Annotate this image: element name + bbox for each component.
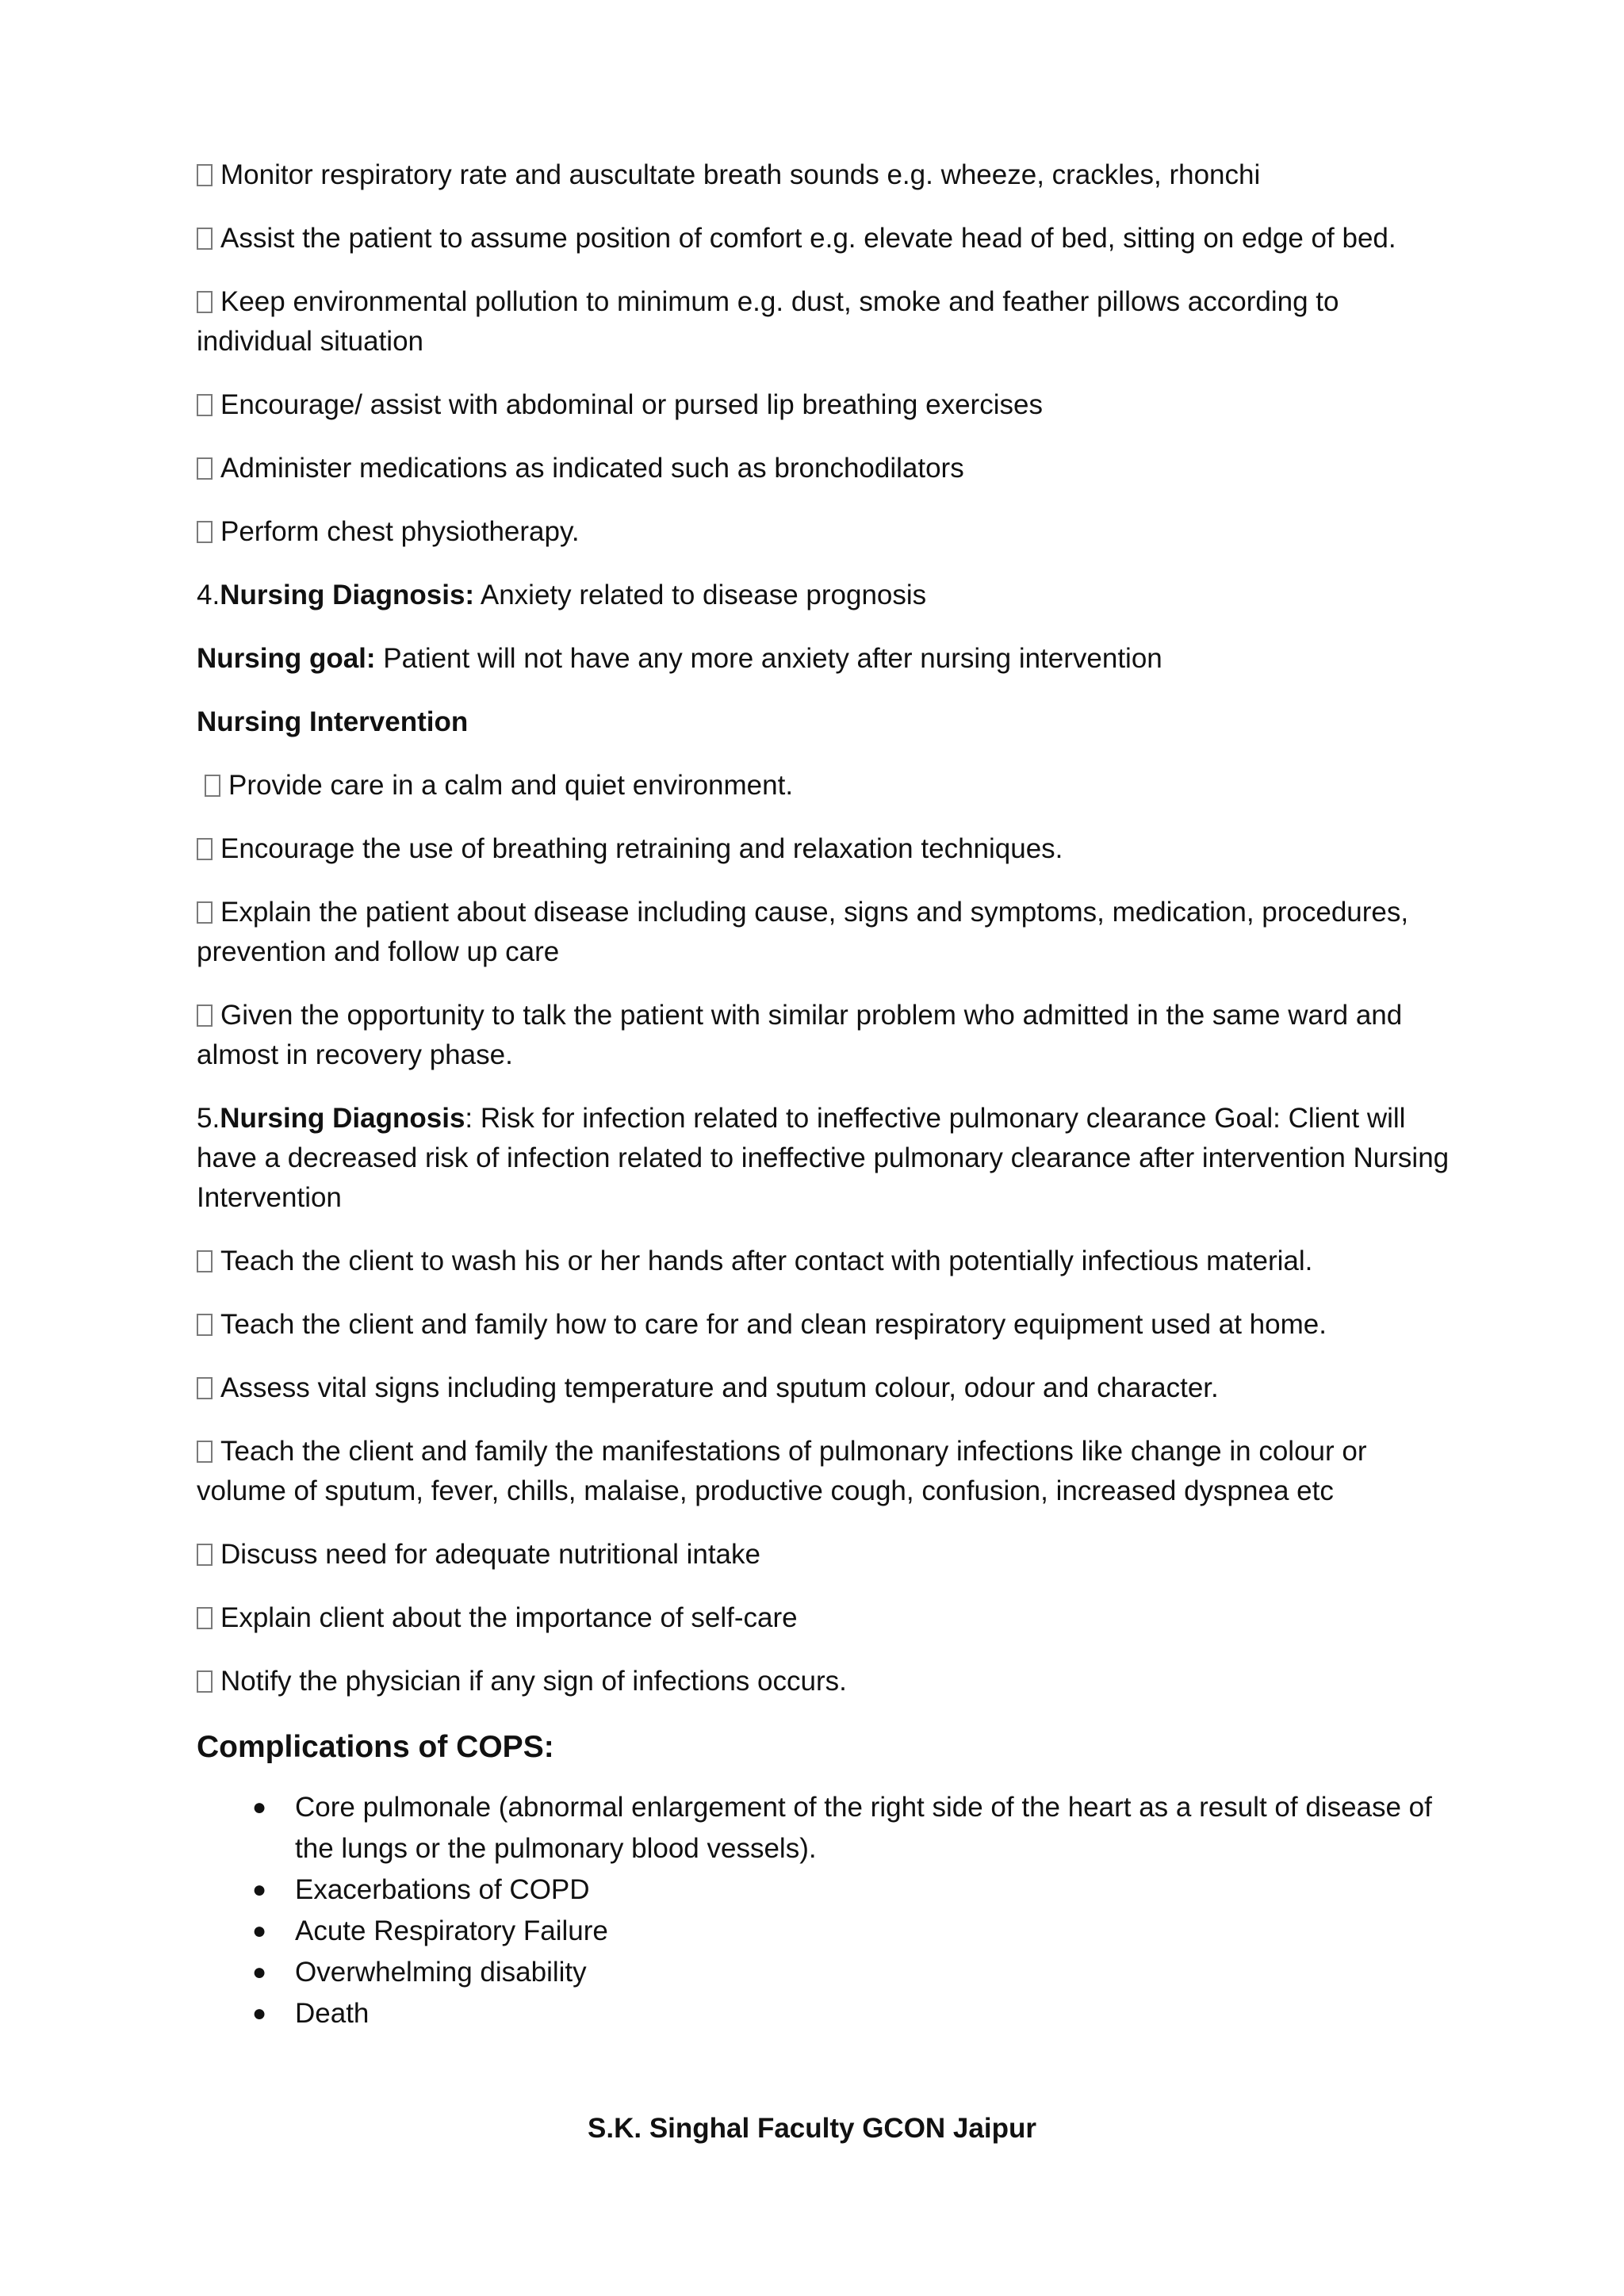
nursing-diagnosis-4 [197,576,1450,615]
missing-glyph-box-icon [197,457,213,480]
diagnosis-number: 5. [197,1103,220,1134]
list-item: ● Overwhelming disability [295,1952,1450,1993]
bullet-paragraph: Perform chest physiotherapy. [197,512,1450,552]
missing-glyph-box-icon [197,1441,213,1463]
complications-list [197,1787,1450,2034]
list-item: ● Death [295,1993,1450,2034]
missing-glyph-box-icon [197,164,213,186]
goal-text: Patient will not have any more anxiety after nursing intervention [375,643,1162,674]
bullet-dot-icon: ● [252,1959,267,1985]
missing-glyph-box-icon [197,1250,213,1272]
list-item: ● Exacerbations of COPD [295,1869,1450,1911]
bullet-paragraph: Administer medications as indicated such as bronchodilators [197,449,1450,488]
diagnosis-text: : Risk for infection related to ineffective pulmonary clearance Goal: Client will have a decreased risk of infection related to ineffective pulmonary clearance after intervention Nursing Intervention [197,1103,1450,1213]
missing-glyph-box-icon [197,228,213,250]
bullet-paragraph: Assess vital signs including temperature and sputum colour, odour and character. [197,1368,1450,1408]
missing-glyph-box-icon [197,394,213,416]
nursing-diagnosis-5 [197,1099,1450,1218]
bullet-dot-icon: ● [252,1877,267,1903]
nursing-goal [197,639,1450,679]
missing-glyph-box-icon [197,1314,213,1336]
bullet-paragraph: Monitor respiratory rate and auscultate breath sounds e.g. wheeze, crackles, rhonchi [197,155,1450,195]
intervention-heading: Nursing Intervention [197,706,469,737]
missing-glyph-box-icon [205,775,220,797]
bullet-paragraph: Given the opportunity to talk the patient with similar problem who admitted in the same ward and almost in recovery phase. [197,1000,1403,1070]
bullet-dot-icon: ● [252,1918,267,1944]
bullet-paragraph: Keep environmental pollution to minimum e.g. dust, smoke and feather pillows according to individual situation [197,286,1339,357]
bullet-paragraph: Explain client about the importance of self-care [197,1598,1450,1638]
bullet-paragraph: Notify the physician if any sign of infections occurs. [197,1662,1450,1701]
missing-glyph-box-icon [197,1607,213,1629]
diagnosis5-bullets [197,1242,1450,1701]
missing-glyph-box-icon [197,291,213,313]
missing-glyph-box-icon [197,901,213,924]
diagnosis4-bullets [197,766,1450,1075]
diagnosis-label: Nursing Diagnosis [220,1103,465,1134]
missing-glyph-box-icon [197,1544,213,1566]
page-footer: S.K. Singhal Faculty GCON Jaipur [588,2113,1036,2144]
bullet-paragraph: Provide care in a calm and quiet environment. [197,766,1450,806]
section1-bullets [197,155,1450,552]
document-page [197,155,1450,2034]
bullet-paragraph: Discuss need for adequate nutritional intake [197,1535,1450,1575]
missing-glyph-box-icon [197,838,213,860]
missing-glyph-box-icon [197,1004,213,1027]
diagnosis-label: Nursing Diagnosis: [220,580,475,610]
missing-glyph-box-icon [197,1670,213,1693]
bullet-paragraph: Assist the patient to assume position of comfort e.g. elevate head of bed, sitting on edge of bed. [197,219,1450,258]
diagnosis-number: 4. [197,580,220,610]
list-item: ● Core pulmonale (abnormal enlargement of the right side of the heart as a result of disease of the lungs or the pulmonary blood vessels). [295,1787,1450,1869]
diagnosis-text: Anxiety related to disease prognosis [474,580,927,610]
bullet-dot-icon: ● [252,1794,267,1820]
missing-glyph-box-icon [197,521,213,543]
complications-heading: Complications of COPS: [197,1730,554,1764]
bullet-paragraph: Teach the client and family the manifestations of pulmonary infections like change in colour or volume of sputum, fever, chills, malaise, productive cough, confusion, increased dyspnea etc [197,1436,1367,1506]
bullet-paragraph: Teach the client and family how to care for and clean respiratory equipment used at home. [197,1305,1450,1345]
bullet-paragraph: Explain the patient about disease including cause, signs and symptoms, medication, procedures, prevention and follow up care [197,897,1409,967]
bullet-dot-icon: ● [252,2000,267,2026]
bullet-paragraph: Encourage/ assist with abdominal or pursed lip breathing exercises [197,385,1450,425]
list-item: ● Acute Respiratory Failure [295,1911,1450,1952]
bullet-paragraph: Encourage the use of breathing retraining and relaxation techniques. [197,829,1450,869]
goal-label: Nursing goal: [197,643,376,674]
missing-glyph-box-icon [197,1377,213,1399]
bullet-paragraph: Teach the client to wash his or her hands after contact with potentially infectious material. [197,1242,1450,1281]
